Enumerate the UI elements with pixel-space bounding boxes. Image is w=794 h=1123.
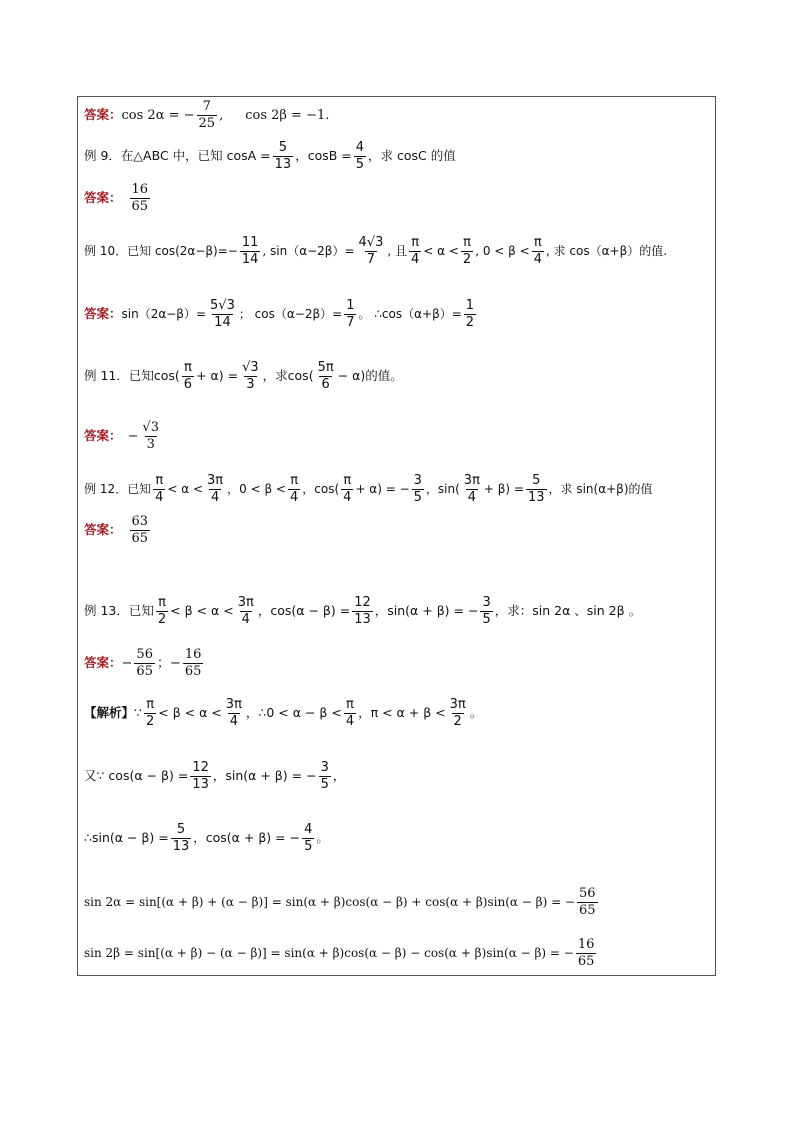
fraction: $\frac{5}{13}$ xyxy=(527,473,545,505)
expr: ，cosB = xyxy=(295,147,352,163)
fraction: $\frac{\pi}{4}$ xyxy=(345,697,355,729)
answer-label: 答案： xyxy=(84,654,122,670)
fraction: $\frac{16}{65}$ xyxy=(577,937,595,969)
answer-line-1 xyxy=(84,100,329,130)
example-12 xyxy=(84,474,653,504)
expr: ， xyxy=(332,767,346,783)
fraction: $\frac{16}{65}$ xyxy=(184,647,202,679)
expr: , 且 xyxy=(387,244,407,259)
expr: − α)的值。 xyxy=(337,367,403,383)
fraction: $\frac{5}{13}$ xyxy=(172,822,190,854)
answer-line-5 xyxy=(84,299,478,329)
fraction: $\frac{3\pi}{4}$ xyxy=(463,473,480,505)
answer-label: 答案： xyxy=(84,305,122,321)
analysis-line-3 xyxy=(84,823,329,853)
fraction: $\frac{3\pi}{4}$ xyxy=(207,473,224,505)
expr: ，求cos( xyxy=(262,367,314,383)
fraction: $\frac{\pi}{4}$ xyxy=(533,235,542,267)
fraction: $\frac{5√3}{14}$ xyxy=(210,298,235,330)
expr: ；− xyxy=(156,655,181,671)
fraction: $\frac{3}{5}$ xyxy=(413,473,422,505)
fraction: $\frac{3}{5}$ xyxy=(320,760,329,792)
example-9 xyxy=(84,141,456,171)
fraction: $\frac{4}{5}$ xyxy=(304,822,313,854)
expr: ，cos( xyxy=(302,482,340,497)
expr: 例 9．在△ABC 中，已知 cosA = xyxy=(84,147,271,163)
fraction: $\frac{3\pi}{2}$ xyxy=(449,697,466,729)
fraction: $\frac{4}{5}$ xyxy=(355,140,365,172)
fraction: $\frac{\pi}{4}$ xyxy=(155,473,164,505)
fraction: $\frac{16}{65}$ xyxy=(131,182,149,214)
fraction: $\frac{3}{5}$ xyxy=(482,595,491,627)
expr: cos 2α = − xyxy=(121,107,195,123)
fraction: $\frac{5}{13}$ xyxy=(274,140,292,172)
answer-label: 答案： xyxy=(84,521,122,537)
expr: ∴sin(α − β) = xyxy=(84,829,169,845)
fraction: $\frac{63}{65}$ xyxy=(131,514,149,546)
answer-line-3 xyxy=(84,183,152,213)
answer-line-11 xyxy=(84,648,205,678)
expr: ，0 < β < xyxy=(227,482,286,497)
expr: sin 2α = sin[(α + β) + (α − β)] = sin(α + β)cos(α − β) + cos(α + β)sin(α − β) = − xyxy=(84,895,576,910)
expr: < α < xyxy=(167,482,204,497)
expr: ，求 sin(α+β)的值 xyxy=(548,482,653,497)
expr: 例 10．已知 cos(2α−β)=− xyxy=(84,244,238,259)
expr: 又∵ cos(α − β) = xyxy=(84,767,189,783)
analysis-line-5 xyxy=(84,938,598,968)
fraction: $\frac{11}{14}$ xyxy=(241,235,259,267)
example-13 xyxy=(84,596,641,626)
expr: cos 2β = −1. xyxy=(245,107,330,123)
expr: ； cos（α−2β）= xyxy=(238,307,343,322)
expr: , 0 < β < xyxy=(475,244,530,259)
fraction: $\frac{\pi}{4}$ xyxy=(290,473,299,505)
expr: < β < α < xyxy=(158,704,222,720)
expr: − xyxy=(127,428,139,444)
fraction: $\frac{\pi}{6}$ xyxy=(183,360,193,392)
expr: sin（2α−β）= xyxy=(121,307,207,322)
expr: , sin（α−2β）= xyxy=(262,244,355,259)
fraction: $\frac{\pi}{4}$ xyxy=(410,235,420,267)
answer-label: 答案： xyxy=(84,427,122,443)
fraction: $\frac{1}{2}$ xyxy=(465,298,475,330)
fraction: $\frac{\pi}{4}$ xyxy=(343,473,352,505)
expr: 。 xyxy=(469,704,483,720)
expr: < α < xyxy=(423,244,459,259)
fraction: $\frac{\pi}{2}$ xyxy=(145,697,155,729)
fraction: $\frac{5\pi}{6}$ xyxy=(317,360,334,392)
answer-line-7 xyxy=(84,421,163,451)
fraction: $\frac{56}{65}$ xyxy=(136,647,153,679)
analysis-label: 【解析】 xyxy=(84,704,135,720)
expr: ，求：sin 2α 、sin 2β 。 xyxy=(494,602,642,618)
expr: − xyxy=(121,655,133,671)
expr: + α) = − xyxy=(355,482,410,497)
expr: 例 13．已知 xyxy=(84,602,154,618)
expr: ，∴0 < α − β < xyxy=(245,704,342,720)
expr: ，sin( xyxy=(425,482,460,497)
fraction: $\frac{56}{65}$ xyxy=(579,886,596,918)
expr: + α) = xyxy=(196,367,239,383)
expr: ，sin(α + β) = − xyxy=(212,767,317,783)
expr: ，cos(α + β) = − xyxy=(193,829,301,845)
expr: , xyxy=(219,107,224,123)
fraction: $\frac{3\pi}{4}$ xyxy=(225,697,242,729)
fraction: $\frac{√3}{3}$ xyxy=(142,420,159,452)
fraction: $\frac{1}{7}$ xyxy=(346,298,355,330)
expr: + β) = xyxy=(483,482,524,497)
answer-line-9 xyxy=(84,515,152,545)
expr: ∵ xyxy=(134,704,142,720)
fraction: $\frac{7}{25}$ xyxy=(198,99,216,131)
expr: ，π < α + β < xyxy=(358,704,446,720)
example-11 xyxy=(84,361,403,391)
analysis-line-1 xyxy=(84,698,482,728)
expr: ，sin(α + β) = − xyxy=(374,602,479,618)
expr: sin 2β = sin[(α + β) − (α − β)] = sin(α + β)cos(α − β) − cos(α + β)sin(α − β) = − xyxy=(84,946,574,961)
fraction: $\frac{\pi}{2}$ xyxy=(462,235,472,267)
analysis-line-2 xyxy=(84,761,345,791)
expr: , 求 cos（α+β）的值. xyxy=(545,244,668,259)
fraction: $\frac{4√3}{7}$ xyxy=(358,235,384,267)
answer-label: 答案： xyxy=(84,189,122,205)
analysis-line-4 xyxy=(84,887,600,917)
fraction: $\frac{12}{13}$ xyxy=(354,595,371,627)
expr: 例 12．已知 xyxy=(84,482,152,497)
expr: ，cos(α − β) = xyxy=(257,602,351,618)
fraction: $\frac{3\pi}{4}$ xyxy=(237,595,254,627)
expr: 例 11．已知cos( xyxy=(84,367,180,383)
fraction: $\frac{\pi}{2}$ xyxy=(157,595,167,627)
example-10 xyxy=(84,236,667,266)
expr: < β < α < xyxy=(170,602,234,618)
fraction: $\frac{√3}{3}$ xyxy=(242,360,259,392)
fraction: $\frac{12}{13}$ xyxy=(192,760,209,792)
expr: 。 xyxy=(316,829,329,845)
expr: 。 ∴cos（α+β）= xyxy=(358,307,462,322)
answer-label: 答案： xyxy=(84,106,122,122)
expr: ，求 cosC 的值 xyxy=(368,147,456,163)
